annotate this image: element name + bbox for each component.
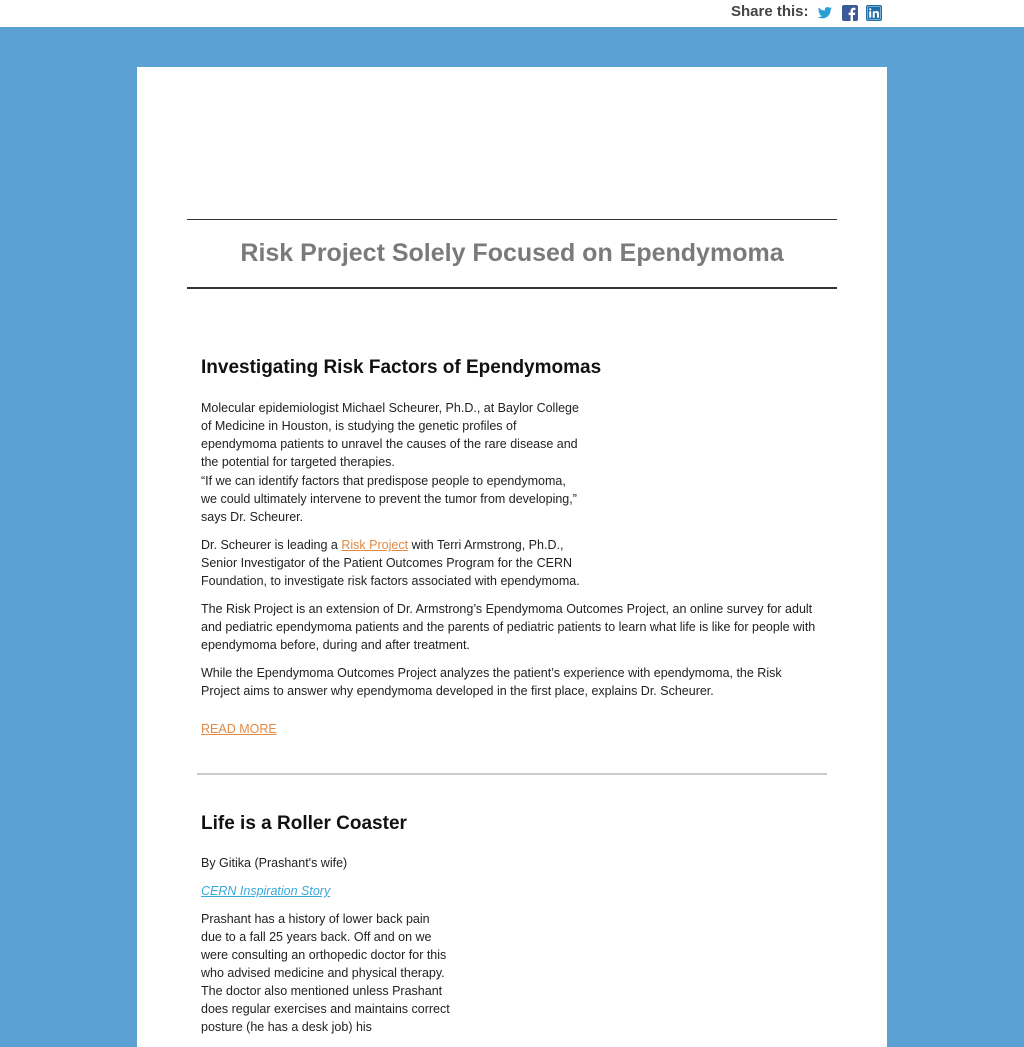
article-paragraph-2: “If we can identify factors that predispose people to ependymoma, we could ultimately intervene to prevent the tumor from developing,” says Dr. Scheurer. [201, 474, 577, 524]
article-risk-factors [201, 357, 823, 379]
article-category-wrap [201, 882, 823, 900]
article-paragraph [201, 472, 581, 526]
article-paragraph-3: Dr. Scheurer is leading a Risk Project with Terri Armstrong, Ph.D., Senior Investigator of the Patient Outcomes Program for the CERN Foundation, to investigate risk factors associated with ependymoma. [201, 538, 580, 588]
risk-project-link[interactable]: Risk Project [341, 538, 409, 552]
article-byline: By Gitika (Prashant's wife) [201, 856, 348, 870]
article-paragraph-1: Prashant has a history of lower back pain due to a fall 25 years back. Off and on we were consulting an orthopedic doctor for this who advised medicine and physical therapy. The doctor also mentioned unless Prashant does regular exercises and maintains correct posture (he has a desk job) his [201, 912, 450, 1034]
article-heading: Life is a Roller Coaster [201, 813, 407, 834]
article-paragraph [201, 536, 581, 590]
share-bar [0, 0, 1024, 27]
article-byline-wrap [201, 854, 823, 872]
read-more-link[interactable]: READ MORE [201, 722, 277, 736]
article-paragraph [201, 910, 453, 1036]
article-paragraph [201, 664, 823, 700]
newsletter-card [137, 67, 887, 1047]
inspiration-story-link[interactable]: CERN Inspiration Story [201, 884, 331, 898]
article-roller-coaster [201, 813, 823, 835]
article-heading: Investigating Risk Factors of Ependymomas [201, 357, 602, 378]
article-paragraph [201, 600, 823, 654]
article-paragraph [201, 399, 581, 471]
facebook-icon[interactable] [842, 5, 858, 21]
banner-top-rule [187, 219, 837, 220]
banner-bottom-rule [187, 287, 837, 289]
share-label: Share this: [731, 3, 809, 20]
article-paragraph-4: The Risk Project is an extension of Dr. Armstrong’s Ependymoma Outcomes Project, an online survey for adult and pediatric ependymoma patients and the parents of pediatric patients to learn what life is like for people with ependymoma before, during and after treatment. [201, 602, 816, 652]
article-paragraph-5: While the Ependymoma Outcomes Project analyzes the patient’s experience with ependymoma, the Risk Project aims to answer why ependymoma developed in the first place, explains Dr. Scheurer. [201, 666, 782, 698]
twitter-icon[interactable] [817, 5, 833, 21]
banner-title: Risk Project Solely Focused on Ependymoma [240, 239, 784, 267]
section-divider [197, 773, 827, 775]
linkedin-icon[interactable] [866, 5, 882, 21]
article-paragraph-1: Molecular epidemiologist Michael Scheurer, Ph.D., at Baylor College of Medicine in Houston, is studying the genetic profiles of ependymoma patients to unravel the causes of the rare disease and the potential for targeted therapies. [201, 401, 579, 469]
read-more-wrap [201, 720, 823, 738]
